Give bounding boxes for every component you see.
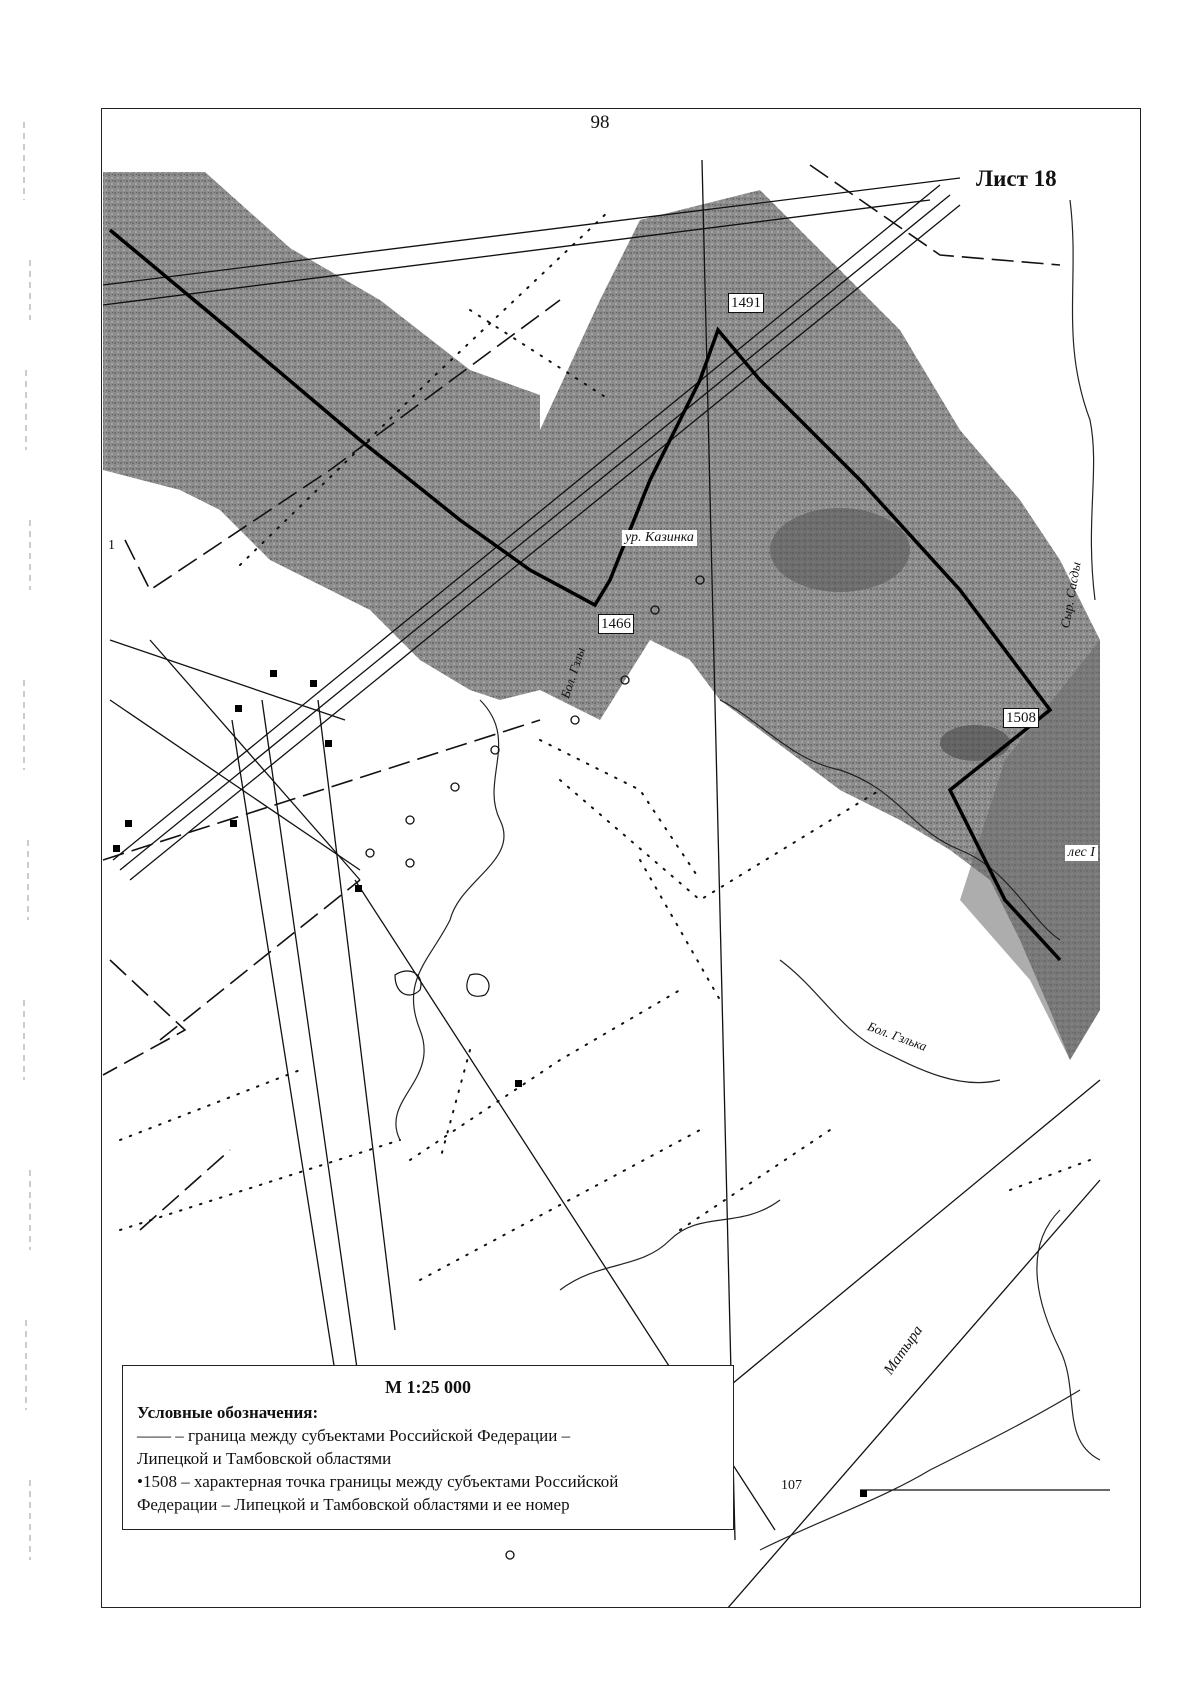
place-syrdy: Сыр. Сасды [1057,560,1084,630]
legend-line-3: •1508 – характерная точка границы между субъектами Российской [137,1472,619,1491]
lake-outline [395,971,489,996]
boundary-point-1508: 1508 [1003,708,1039,728]
boundary-point-1466: 1466 [598,614,634,634]
page-number: 98 [590,112,610,133]
legend [122,1365,734,1530]
legend-heading: Условные обозначения: [137,1403,319,1422]
legend-line-4: Федерации – Липецкой и Тамбовской областями и ее номер [137,1495,570,1514]
place-kazinka: ур. Казинка [622,530,697,546]
legend-line-2: Липецкой и Тамбовской областями [137,1449,392,1468]
place-lozina-1: Бол. Гзлы [557,645,588,701]
mark-1: 1 [108,538,115,553]
river-matyra: Матыра [881,1322,927,1378]
place-lozina-2: Бол. Гзлька [865,1018,929,1054]
mark-107: 107 [778,1478,805,1494]
place-les: лес I [1065,845,1098,861]
sheet-label: Лист 18 [972,166,1061,192]
legend-scale: М 1:25 000 [385,1377,471,1397]
boundary-point-1491: 1491 [728,293,764,313]
legend-line-1: —— – граница между субъектами Российской Федерации – [137,1426,571,1445]
